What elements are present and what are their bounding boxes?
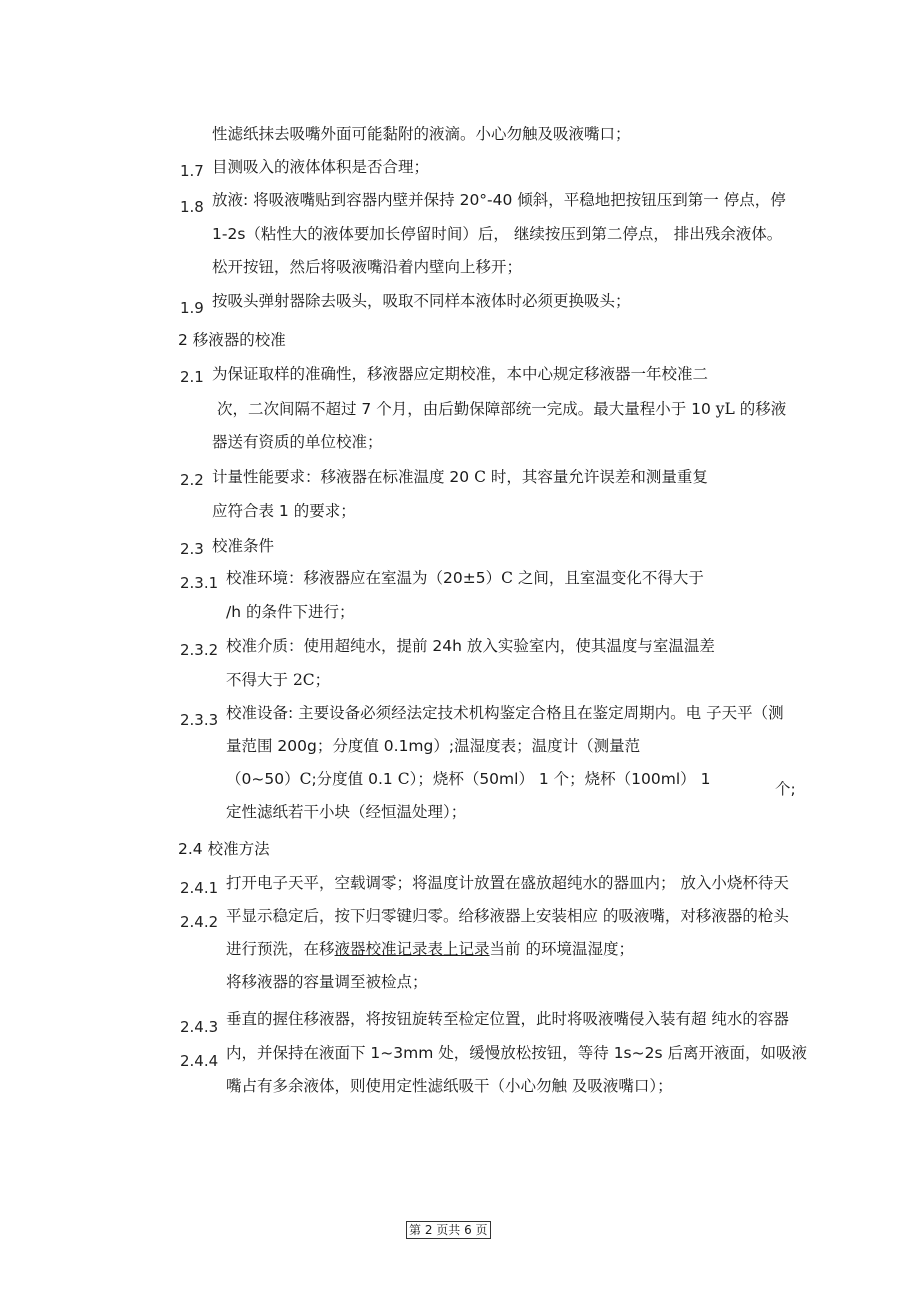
section-number: 2.3	[180, 540, 204, 558]
text-run: 之间，且室温变化不得大于	[512, 569, 704, 587]
unit-text: C	[397, 770, 410, 788]
section-number: 1.8	[180, 198, 204, 216]
paragraph-line: 个;	[775, 780, 796, 798]
section-number: 2.1	[180, 368, 204, 386]
section-number: 2.2	[180, 471, 204, 489]
text-run: 时，其容量允许误差和测量重复	[485, 468, 708, 486]
section-heading: 2.4 校准方法	[178, 840, 270, 858]
section-number: 2.3.2	[180, 641, 219, 659]
section-number: 2.4.2	[180, 913, 219, 931]
page-number: 第 2 页共 6 页	[406, 1221, 491, 1239]
text-run: （0~50）	[226, 770, 300, 788]
paragraph-line	[226, 769, 710, 789]
paragraph-line: 松开按钮，然后将吸液嘴沿着内壁向上移开；	[212, 258, 523, 276]
section-number: 1.7	[180, 162, 204, 180]
paragraph-line: 量范围 200g；分度值 0.1mg）;温湿度表；温度计（测量范	[226, 737, 641, 755]
text-run: 当前 的环境温湿度；	[489, 940, 634, 958]
text-run: 进行预洗，在移	[226, 940, 335, 958]
section-heading: 校准条件	[212, 537, 275, 555]
paragraph-line: 定性滤纸若干小块（经恒温处理）；	[226, 803, 467, 821]
section-heading: 2 移液器的校准	[178, 331, 286, 349]
unit-text: C	[474, 468, 486, 486]
underlined-text: 液器校准记录表上记录	[334, 940, 490, 958]
paragraph-line: 垂直的握住移液器，将按钮旋转至检定位置，此时将吸液嘴侵入装有超 纯水的容器	[226, 1010, 789, 1028]
text-run: ；	[314, 671, 331, 689]
paragraph-line: 校准介质：使用超纯水，提前 24h 放入实验室内，使其温度与室温温差	[226, 637, 715, 655]
paragraph-line: 打开电子天平，空载调零；将温度计放置在盛放超纯水的器皿内； 放入小烧杯待天	[226, 874, 789, 892]
text-run: ）；烧杯（50ml） 1 个；烧杯（100ml） 1	[409, 770, 711, 788]
paragraph-line	[226, 568, 704, 588]
paragraph-line: 平显示稳定后，按下归零键归零。给移液器上安装相应 的吸液嘴，对移液器的枪头	[226, 907, 789, 925]
paragraph-line: 性滤纸抹去吸嘴外面可能黏附的液滴。小心勿触及吸液嘴口；	[212, 125, 631, 143]
paragraph-line	[226, 939, 634, 959]
paragraph-line: 校准设备: 主要设备必须经法定技术机构鉴定合格且在鉴定周期内。电 子天平（测	[226, 704, 784, 722]
paragraph-line	[212, 467, 708, 487]
section-number: 2.4.4	[180, 1052, 219, 1070]
paragraph-line: 应符合表 1 的要求；	[212, 502, 356, 520]
text-run: 校准环境：移液器应在室温为（20±5）	[226, 569, 502, 587]
section-number: 2.4.1	[180, 879, 219, 897]
section-number: 2.3.3	[180, 711, 219, 729]
section-number: 2.4.3	[180, 1018, 219, 1036]
text-run: 不得大于	[226, 671, 293, 689]
paragraph-line: 目测吸入的液体体积是否合理；	[212, 158, 430, 176]
unit-text: yL	[715, 400, 735, 418]
paragraph-line: 放液: 将吸液嘴贴到容器内壁并保持 20°-40 倾斜，平稳地把按钮压到第一 停点，停	[212, 191, 786, 209]
paragraph-line: 器送有资质的单位校准；	[212, 433, 383, 451]
text-run: ;分度值 0.1	[311, 770, 398, 788]
paragraph-line: 嘴占有多余液体，则使用定性滤纸吸干（小心勿触 及吸液嘴口）；	[226, 1077, 673, 1095]
section-number: 2.3.1	[180, 574, 219, 592]
paragraph-line: 内，并保持在液面下 1~3mm 处，缓慢放松按钮，等待 1s~2s 后离开液面，如吸液	[226, 1044, 807, 1062]
unit-text: C	[501, 569, 513, 587]
paragraph-line: 为保证取样的准确性，移液器应定期校准，本中心规定移液器一年校准二	[212, 365, 709, 383]
paragraph-line: 将移液器的容量调至被检点；	[226, 973, 428, 991]
paragraph-line: /h 的条件下进行；	[226, 603, 355, 621]
paragraph-line: 1-2s（粘性大的液体要加长停留时间）后， 继续按压到第二停点， 排出残余液体。	[212, 225, 783, 243]
paragraph-line: 按吸头弹射器除去吸头，吸取不同样本液体时必须更换吸头；	[212, 292, 631, 310]
text-run: 的移液	[734, 400, 787, 418]
text-run: 次，二次间隔不超过 7 个月，由后勤保障部统一完成。最大量程小于 10	[217, 400, 716, 418]
paragraph-line	[217, 399, 786, 419]
text-run: 计量性能要求：移液器在标准温度 20	[212, 468, 475, 486]
unit-text: C	[299, 770, 312, 788]
unit-text: 2C	[292, 671, 315, 689]
paragraph-line	[226, 670, 330, 690]
section-number: 1.9	[180, 299, 204, 317]
